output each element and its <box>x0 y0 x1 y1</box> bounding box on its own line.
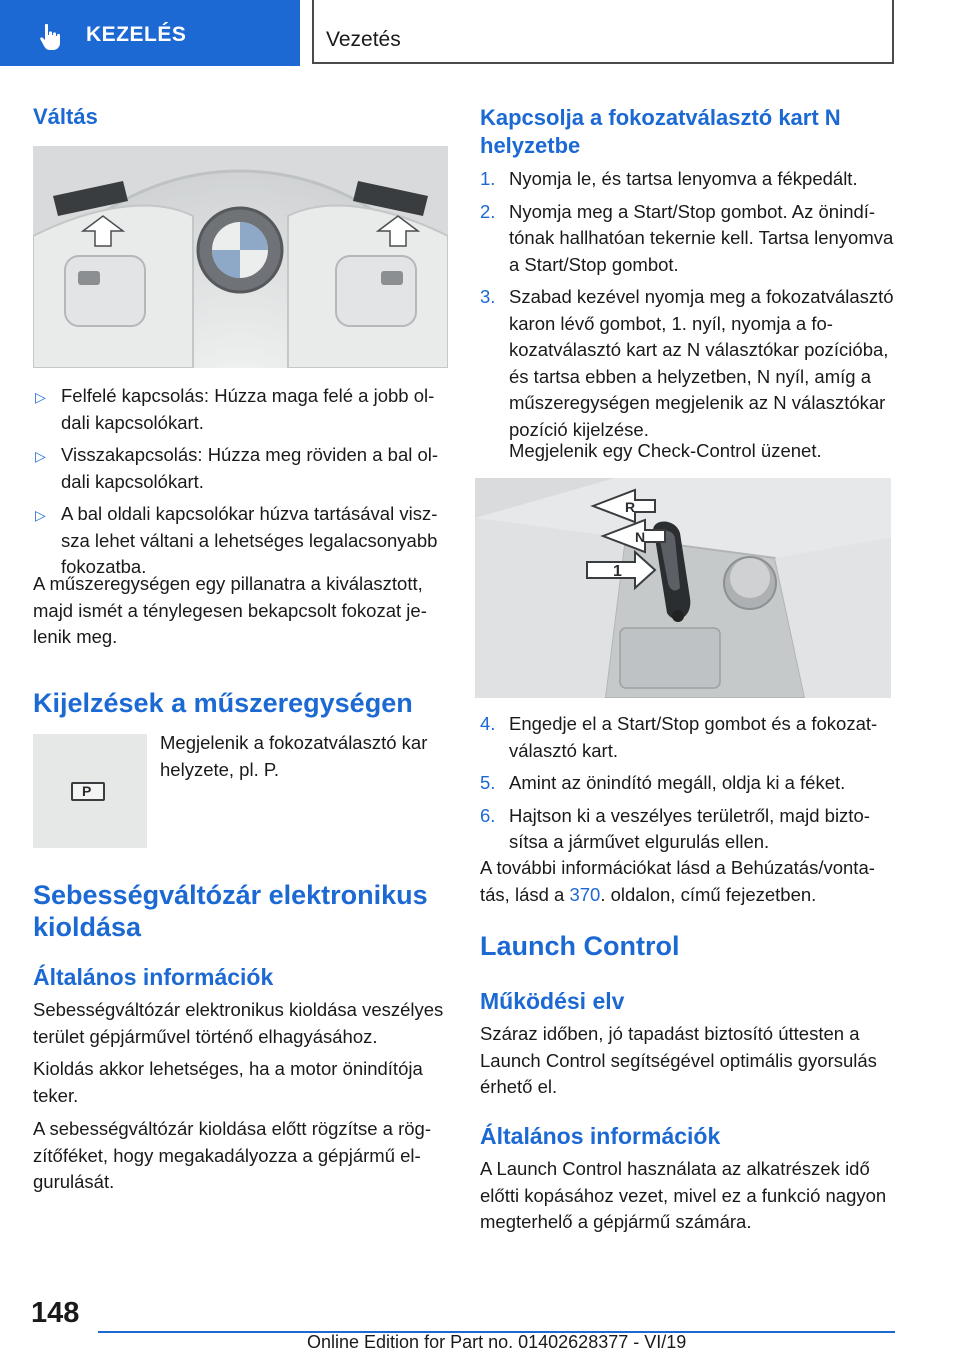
list-item: 6. Hajtson ki a veszélyes területről, majd biztosítsa a járművet elgurulás ellen. <box>480 804 870 852</box>
heading-valtas: Váltás <box>33 104 98 129</box>
page-number: 148 <box>31 1297 80 1329</box>
svg-text:R: R <box>625 499 636 515</box>
heading-kijelzesek: Kijelzések a műszeregységen <box>33 688 413 718</box>
heading-principle: Működési elv <box>480 988 625 1014</box>
section-tab[interactable] <box>0 0 300 66</box>
heading-neutral: Kapcsolja a fokozatválasztó kart N helyzetbe <box>480 105 841 158</box>
gear-selector-image <box>475 478 891 698</box>
chapter-header <box>312 0 894 64</box>
triangle-bullet-icon: ▷ <box>35 448 46 464</box>
paragraph: Megjelenik egy Check-Control üzenet. <box>509 440 822 461</box>
list-item: 1. Nyomja le, és tartsa lenyomva a fékpedált. <box>480 168 858 189</box>
paragraph: Megjelenik a fokozatválasztó kar helyzete, pl. P. <box>160 732 428 780</box>
paragraph: A Launch Control használata az alkatrészek idő előtti kopásához vezet, mivel ez a funkció nagyon megterhelő a gépjármű számára. <box>480 1158 887 1232</box>
list-item: ▷ Felfelé kapcsolás: Húzza maga felé a jobb oldali kapcsolókart. <box>35 385 435 433</box>
triangle-bullet-icon: ▷ <box>35 507 46 523</box>
page-link[interactable]: 370 <box>569 883 601 905</box>
list-item: ▷ Visszakapcsolás: Húzza meg röviden a bal oldali kapcsolókart. <box>35 444 439 492</box>
heading-launch-control: Launch Control <box>480 931 680 961</box>
heading-general-left: Általános információk <box>33 964 274 990</box>
paragraph-more-info: A további információkat lásd a Behúzatás/vontatás, lásd a 370. oldalon, című fejezetben. <box>480 857 875 905</box>
paragraph: Kioldás akkor lehetséges, ha a motor önindítója teker. <box>33 1058 423 1106</box>
triangle-bullet-icon: ▷ <box>35 389 46 405</box>
paragraph: A műszeregységen egy pillanatra a kiválasztott, majd ismét a ténylegesen bekapcsolt fokozat jelenik meg. <box>33 573 427 647</box>
list-item: ▷ A bal oldali kapcsolókar húzva tartásával viszsza lehet váltani a lehetséges legalacsonyabb fokozatba. <box>35 503 438 577</box>
svg-text:N: N <box>635 529 646 545</box>
heading-release: Sebességváltózár elektronikus kioldása <box>33 880 428 942</box>
p-position-symbol: P <box>71 782 105 801</box>
list-item: 2. Nyomja meg a Start/Stop gombot. Az önindítónak hallhatóan tekernie kell. Tartsa lenyomva a Start/Stop gombot. <box>480 200 894 275</box>
paragraph: A sebességváltózár kioldása előtt rögzítse a rögzítőféket, hogy megakadályozza a gépjármű elgurulását. <box>33 1118 431 1192</box>
list-item: 3. Szabad kezével nyomja meg a fokozatválasztó karon lévő gombot, 1. nyíl, nyomja a fokozatválasztó kart az N választókar pozícióba, és tartsa ebben a helyzetben, N nyíl, amíg a műszeregységen megjelenik az N választókar pozíció kijelzése. <box>480 286 894 440</box>
shift-bullet-list <box>33 383 448 587</box>
steps-list-1 <box>480 166 895 449</box>
gear-selector-illustration <box>475 478 891 698</box>
paragraph: Száraz időben, jó tapadást biztosító úttesten a Launch Control segítségével optimális gyorsulás érhető el. <box>480 1023 877 1097</box>
edition-text: Online Edition for Part no. 01402628377 - VI/19 <box>307 1332 687 1352</box>
chapter-label: Vezetés <box>326 28 401 51</box>
steps-list-2 <box>480 711 895 862</box>
svg-text:1: 1 <box>613 563 622 580</box>
steering-wheel-illustration <box>33 146 448 368</box>
list-item: 4. Engedje el a Start/Stop gombot és a fokozatválasztó kart. <box>480 713 878 761</box>
steering-wheel-image <box>33 146 448 368</box>
paragraph: Sebességváltózár elektronikus kioldása veszélyes terület gépjárművel történő elhagyásához. <box>33 999 444 1047</box>
heading-general-right: Általános információk <box>480 1123 721 1149</box>
list-item: 5. Amint az önindító megáll, oldja ki a féket. <box>480 772 846 793</box>
gear-display-image <box>33 734 147 848</box>
section-label: KEZELÉS <box>86 23 187 46</box>
hand-pointer-icon <box>36 22 66 52</box>
